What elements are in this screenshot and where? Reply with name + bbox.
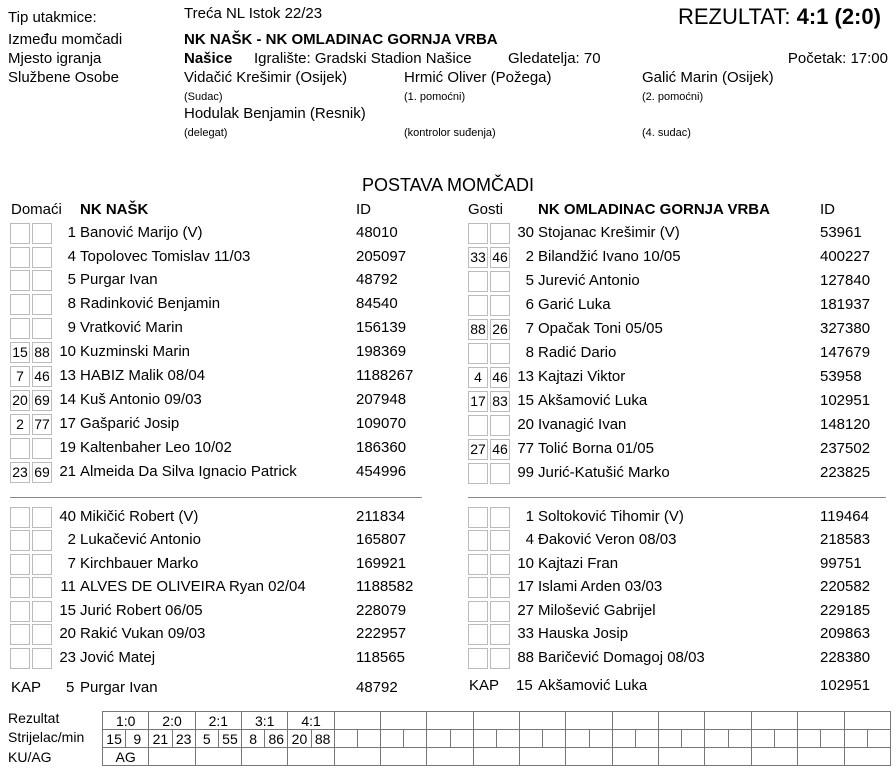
home-player-number: 11 <box>60 578 76 595</box>
home-player-id: 156139 <box>356 319 407 336</box>
scorer-cell <box>450 730 473 748</box>
home-player-name: Kirchbauer Marko <box>80 555 199 572</box>
away-player-number: 2 <box>525 248 534 265</box>
home-player-number: 2 <box>67 531 76 548</box>
scorer-cell: 86 <box>265 730 288 748</box>
home-player-id: 165807 <box>356 531 407 548</box>
scorer-cell <box>496 730 519 748</box>
home-minute-box-1: 23 <box>10 462 30 483</box>
score-cell: 2:0 <box>149 712 195 730</box>
home-player-name: Kaltenbaher Leo 10/02 <box>80 439 232 456</box>
home-player-number: 7 <box>67 555 76 572</box>
kuag-cell <box>751 748 797 766</box>
results-table <box>102 711 891 766</box>
mjesto-label: Mjesto igranja <box>8 50 102 67</box>
home-player-name: HABIZ Malik 08/04 <box>80 367 206 384</box>
scorer-cell <box>473 730 496 748</box>
home-minute-box-1: 15 <box>10 342 30 363</box>
away-player-id: 181937 <box>820 296 871 313</box>
home-kap-label: KAP <box>11 679 42 696</box>
home-minute-box-1 <box>10 270 30 291</box>
home-player-id: 84540 <box>356 295 398 312</box>
away-player-name: Đaković Veron 08/03 <box>538 531 677 548</box>
away-player-name: Kajtazi Viktor <box>538 368 626 385</box>
away-kap-name: Akšamović Luka <box>538 677 648 694</box>
away-minute-box-2: 83 <box>490 391 510 412</box>
score-cell <box>705 712 751 730</box>
away-minute-box-1 <box>468 271 488 292</box>
away-player-number: 88 <box>517 649 534 666</box>
kuag-cell <box>288 748 334 766</box>
official-name: Hrmić Oliver (Požega) <box>404 69 552 86</box>
home-player-name: Gašparić Josip <box>80 415 180 432</box>
home-kap-num: 5 <box>66 679 75 696</box>
home-kap-id: 48792 <box>356 679 398 696</box>
kuag-cell <box>195 748 241 766</box>
home-minute-box-1 <box>10 223 30 244</box>
official-role: (4. sudac) <box>642 127 691 139</box>
home-side-label: Domaći <box>11 201 62 218</box>
away-player-name: Islami Arden 03/03 <box>538 578 663 595</box>
postava-title: POSTAVA MOMČADI <box>361 175 535 195</box>
scorer-cell: 88 <box>311 730 334 748</box>
kuag-cell <box>149 748 195 766</box>
away-minute-box-1 <box>468 624 488 645</box>
home-player-id: 211834 <box>356 508 405 525</box>
home-player-name: Purgar Ivan <box>80 271 158 288</box>
scorer-cell <box>844 730 867 748</box>
rezultat-heading <box>678 4 881 30</box>
home-player-name: Almeida Da Silva Ignacio Patrick <box>80 463 297 480</box>
away-player-id: 229185 <box>820 602 871 619</box>
away-player-id: 147679 <box>820 344 871 361</box>
away-player-number: 27 <box>517 602 534 619</box>
away-player-id: 228380 <box>820 649 871 666</box>
home-player-name: Mikičić Robert (V) <box>80 508 199 525</box>
official-role: (Sudac) <box>184 91 223 103</box>
home-minute-box-1 <box>10 507 30 528</box>
score-cell <box>612 712 658 730</box>
away-player-id: 237502 <box>820 440 871 457</box>
away-minute-box-1: 88 <box>468 319 488 340</box>
away-player-name: Garić Luka <box>538 296 611 313</box>
score-cell: 1:0 <box>103 712 149 730</box>
kuag-cell <box>705 748 751 766</box>
away-player-id: 53958 <box>820 368 862 385</box>
away-player-number: 17 <box>517 578 534 595</box>
away-player-id: 53961 <box>820 224 862 241</box>
home-divider <box>10 497 422 498</box>
away-player-id: 127840 <box>820 272 871 289</box>
official-role: (kontrolor suđenja) <box>404 127 496 139</box>
away-player-id: 148120 <box>820 416 871 433</box>
rezultat-label: REZULTAT: <box>678 4 791 29</box>
scorer-cell: 5 <box>195 730 218 748</box>
away-minute-box-2: 46 <box>490 367 510 388</box>
home-player-number: 21 <box>59 463 76 480</box>
score-cell: 3:1 <box>242 712 288 730</box>
scorer-cell <box>381 730 404 748</box>
away-player-number: 33 <box>517 625 534 642</box>
scorer-cell: 20 <box>288 730 311 748</box>
away-player-number: 1 <box>525 508 534 525</box>
away-minute-box-1: 27 <box>468 439 488 460</box>
home-minute-box-1 <box>10 438 30 459</box>
scorer-cell <box>589 730 612 748</box>
home-minute-box-2: 69 <box>32 390 52 411</box>
scorer-cell <box>728 730 751 748</box>
kuag-cell <box>612 748 658 766</box>
home-team-name: NK NAŠK <box>80 201 149 218</box>
match-teams: NK NAŠK - NK OMLADINAC GORNJA VRBA <box>184 31 498 48</box>
mjesto-value: Našice <box>184 50 233 67</box>
away-player-name: Jurić-Katušić Marko <box>538 464 670 481</box>
scorer-cell <box>612 730 635 748</box>
scorer-cell <box>682 730 705 748</box>
home-id-header: ID <box>356 201 371 218</box>
scorer-cell <box>659 730 682 748</box>
home-player-name: Radinković Benjamin <box>80 295 221 312</box>
home-player-number: 20 <box>59 625 76 642</box>
home-player-id: 454996 <box>356 463 407 480</box>
away-divider <box>468 497 886 498</box>
away-player-name: Jurević Antonio <box>538 272 640 289</box>
home-minute-box-1: 7 <box>10 366 30 387</box>
home-player-name: Jurić Robert 06/05 <box>80 602 203 619</box>
away-player-name: Radić Dario <box>538 344 617 361</box>
away-player-number: 8 <box>525 344 534 361</box>
home-player-number: 8 <box>67 295 76 312</box>
scorer-cell <box>334 730 357 748</box>
home-minute-box-1: 20 <box>10 390 30 411</box>
home-player-name: Vratković Marin <box>80 319 183 336</box>
away-player-name: Stojanac Krešimir (V) <box>538 224 680 241</box>
kuag-cell <box>659 748 705 766</box>
scorer-cell <box>705 730 728 748</box>
home-player-name: Banović Marijo (V) <box>80 224 203 241</box>
away-minute-box-1 <box>468 601 488 622</box>
home-player-id: 109070 <box>356 415 407 432</box>
away-player-number: 10 <box>517 555 534 572</box>
home-player-id: 118565 <box>356 649 405 666</box>
sluzbene-label: Službene Osobe <box>8 69 119 86</box>
kuag-cell <box>334 748 380 766</box>
scorer-cell: 8 <box>242 730 265 748</box>
home-player-id: 207948 <box>356 391 407 408</box>
away-kap-id: 102951 <box>820 677 871 694</box>
score-cell <box>566 712 612 730</box>
scorer-cell: 9 <box>126 730 149 748</box>
home-player-number: 19 <box>59 439 76 456</box>
kuag-cell <box>381 748 427 766</box>
away-team-name: NK OMLADINAC GORNJA VRBA <box>538 201 770 218</box>
away-player-id: 223825 <box>820 464 871 481</box>
home-player-id: 186360 <box>356 439 407 456</box>
home-player-number: 13 <box>59 367 76 384</box>
kuag-cell <box>473 748 519 766</box>
pocetak: Početak: 17:00 <box>787 50 888 67</box>
score-cell <box>473 712 519 730</box>
home-player-number: 9 <box>67 319 76 336</box>
score-cell <box>427 712 473 730</box>
score-cell <box>659 712 705 730</box>
home-minute-box-1 <box>10 530 30 551</box>
home-minute-box-1 <box>10 648 30 669</box>
away-player-name: Baričević Domagoj 08/03 <box>538 649 705 666</box>
away-minute-box-1 <box>468 530 488 551</box>
away-minute-box-1 <box>468 554 488 575</box>
away-minute-box-1: 17 <box>468 391 488 412</box>
home-player-name: Rakić Vukan 09/03 <box>80 625 206 642</box>
official-name: Galić Marin (Osijek) <box>642 69 774 86</box>
away-player-number: 15 <box>517 392 534 409</box>
away-player-number: 4 <box>525 531 534 548</box>
tip-value: Treća NL Istok 22/23 <box>184 5 323 22</box>
gledatelja: Gledatelja: 70 <box>508 50 601 67</box>
away-player-name: Milošević Gabrijel <box>538 602 656 619</box>
kuag-cell <box>844 748 890 766</box>
home-minute-box-2: 69 <box>32 462 52 483</box>
score-cell <box>798 712 844 730</box>
kuag-cell <box>566 748 612 766</box>
scorer-cell <box>357 730 380 748</box>
home-player-number: 14 <box>59 391 76 408</box>
home-minute-box-1 <box>10 601 30 622</box>
home-minute-box-1 <box>10 247 30 268</box>
kuag-cell <box>242 748 288 766</box>
home-minute-box-1 <box>10 294 30 315</box>
away-player-number: 13 <box>517 368 534 385</box>
away-player-name: Tolić Borna 01/05 <box>538 440 654 457</box>
away-player-number: 7 <box>525 320 534 337</box>
away-player-number: 30 <box>517 224 534 241</box>
home-minute-box-1 <box>10 577 30 598</box>
scorer-cell <box>520 730 543 748</box>
home-minute-box-1: 2 <box>10 414 30 435</box>
home-player-number: 23 <box>59 649 76 666</box>
away-kap-label: KAP <box>469 677 500 694</box>
home-player-name: Kuš Antonio 09/03 <box>80 391 202 408</box>
scorer-cell <box>427 730 450 748</box>
away-id-header: ID <box>820 201 835 218</box>
away-player-name: Bilandžić Ivano 10/05 <box>538 248 681 265</box>
away-minute-box-2: 26 <box>490 319 510 340</box>
rezultat-row-label: Rezultat <box>8 710 60 726</box>
scorer-cell: 15 <box>103 730 126 748</box>
away-minute-box-1 <box>468 507 488 528</box>
away-player-number: 5 <box>525 272 534 289</box>
home-player-number: 15 <box>59 602 76 619</box>
home-player-number: 4 <box>67 248 76 265</box>
home-player-number: 1 <box>67 224 76 241</box>
away-player-id: 218583 <box>820 531 871 548</box>
away-kap-num: 15 <box>516 677 533 694</box>
away-minute-box-1: 33 <box>468 247 488 268</box>
official-role: (2. pomoćni) <box>642 91 704 103</box>
home-player-number: 40 <box>59 508 76 525</box>
home-player-id: 169921 <box>356 555 407 572</box>
scorer-cell <box>774 730 797 748</box>
away-player-id: 102951 <box>820 392 871 409</box>
score-cell <box>751 712 797 730</box>
official-role: (delegat) <box>184 127 228 139</box>
kuag-cell: AG <box>103 748 149 766</box>
official-role: (1. pomoćni) <box>404 91 466 103</box>
away-player-id: 99751 <box>820 555 862 572</box>
scorer-cell <box>566 730 589 748</box>
away-minute-box-1 <box>468 223 488 244</box>
kuag-row-label: KU/AG <box>8 749 52 765</box>
kuag-cell <box>798 748 844 766</box>
away-minute-box-1 <box>468 415 488 436</box>
home-minute-box-2: 77 <box>32 414 52 435</box>
scorer-cell <box>798 730 821 748</box>
scorer-cell <box>821 730 844 748</box>
away-player-name: Kajtazi Fran <box>538 555 619 572</box>
away-player-name: Akšamović Luka <box>538 392 648 409</box>
strijelac-row-label: Strijelac/min <box>8 729 85 745</box>
away-minute-box-2: 46 <box>490 247 510 268</box>
score-cell: 2:1 <box>195 712 241 730</box>
home-minute-box-1 <box>10 318 30 339</box>
scorer-cell <box>867 730 890 748</box>
kuag-cell <box>520 748 566 766</box>
score-cell <box>520 712 566 730</box>
scorer-cell <box>543 730 566 748</box>
away-minute-box-1: 4 <box>468 367 488 388</box>
away-player-number: 20 <box>517 416 534 433</box>
away-player-id: 327380 <box>820 320 871 337</box>
scorer-cell: 21 <box>149 730 172 748</box>
home-player-name: Jović Matej <box>80 649 156 666</box>
away-minute-box-1 <box>468 343 488 364</box>
home-player-id: 198369 <box>356 343 407 360</box>
igraliste: Igralište: Gradski Stadion Našice <box>254 50 472 67</box>
away-side-label: Gosti <box>468 201 504 218</box>
official-name: Vidačić Krešimir (Osijek) <box>184 69 348 86</box>
away-player-name: Opačak Toni 05/05 <box>538 320 663 337</box>
tip-label: Tip utakmice: <box>8 9 97 26</box>
home-player-name: Topolovec Tomislav 11/03 <box>80 248 251 265</box>
score-cell <box>381 712 427 730</box>
home-player-name: Kuzminski Marin <box>80 343 191 360</box>
home-player-id: 205097 <box>356 248 407 265</box>
home-player-number: 10 <box>59 343 76 360</box>
away-minute-box-1 <box>468 463 488 484</box>
score-cell <box>334 712 380 730</box>
home-player-id: 48010 <box>356 224 398 241</box>
score-cell <box>844 712 890 730</box>
home-player-name: ALVES DE OLIVEIRA Ryan 02/04 <box>80 578 306 595</box>
home-player-name: Lukačević Antonio <box>80 531 201 548</box>
scorer-cell <box>635 730 658 748</box>
away-player-id: 119464 <box>820 508 869 525</box>
home-minute-box-1 <box>10 624 30 645</box>
away-player-id: 400227 <box>820 248 871 265</box>
away-minute-box-2: 46 <box>490 439 510 460</box>
official-name: Hodulak Benjamin (Resnik) <box>184 105 366 122</box>
away-minute-box-1 <box>468 295 488 316</box>
away-player-id: 209863 <box>820 625 871 642</box>
scorer-cell <box>404 730 427 748</box>
home-minute-box-2: 88 <box>32 342 52 363</box>
away-player-number: 99 <box>517 464 534 481</box>
home-player-id: 1188267 <box>356 367 414 384</box>
away-player-name: Ivanagić Ivan <box>538 416 627 433</box>
home-player-id: 228079 <box>356 602 407 619</box>
away-minute-box-1 <box>468 648 488 669</box>
home-minute-box-1 <box>10 554 30 575</box>
away-player-number: 6 <box>525 296 534 313</box>
away-player-id: 220582 <box>820 578 871 595</box>
home-player-number: 5 <box>67 271 76 288</box>
scorer-cell: 55 <box>218 730 241 748</box>
izmedu-label: Između momčadi <box>8 31 123 48</box>
scorer-cell <box>751 730 774 748</box>
rezultat-value: 4:1 (2:0) <box>796 4 881 29</box>
away-player-name: Soltoković Tihomir (V) <box>538 508 684 525</box>
away-player-name: Hauska Josip <box>538 625 629 642</box>
home-player-number: 17 <box>59 415 76 432</box>
scorer-cell: 23 <box>172 730 195 748</box>
home-minute-box-2: 46 <box>32 366 52 387</box>
score-cell: 4:1 <box>288 712 334 730</box>
home-player-id: 48792 <box>356 271 398 288</box>
away-minute-box-1 <box>468 577 488 598</box>
away-player-number: 77 <box>517 440 534 457</box>
kuag-cell <box>427 748 473 766</box>
home-player-id: 222957 <box>356 625 407 642</box>
home-kap-name: Purgar Ivan <box>80 679 158 696</box>
home-player-id: 1188582 <box>356 578 414 595</box>
